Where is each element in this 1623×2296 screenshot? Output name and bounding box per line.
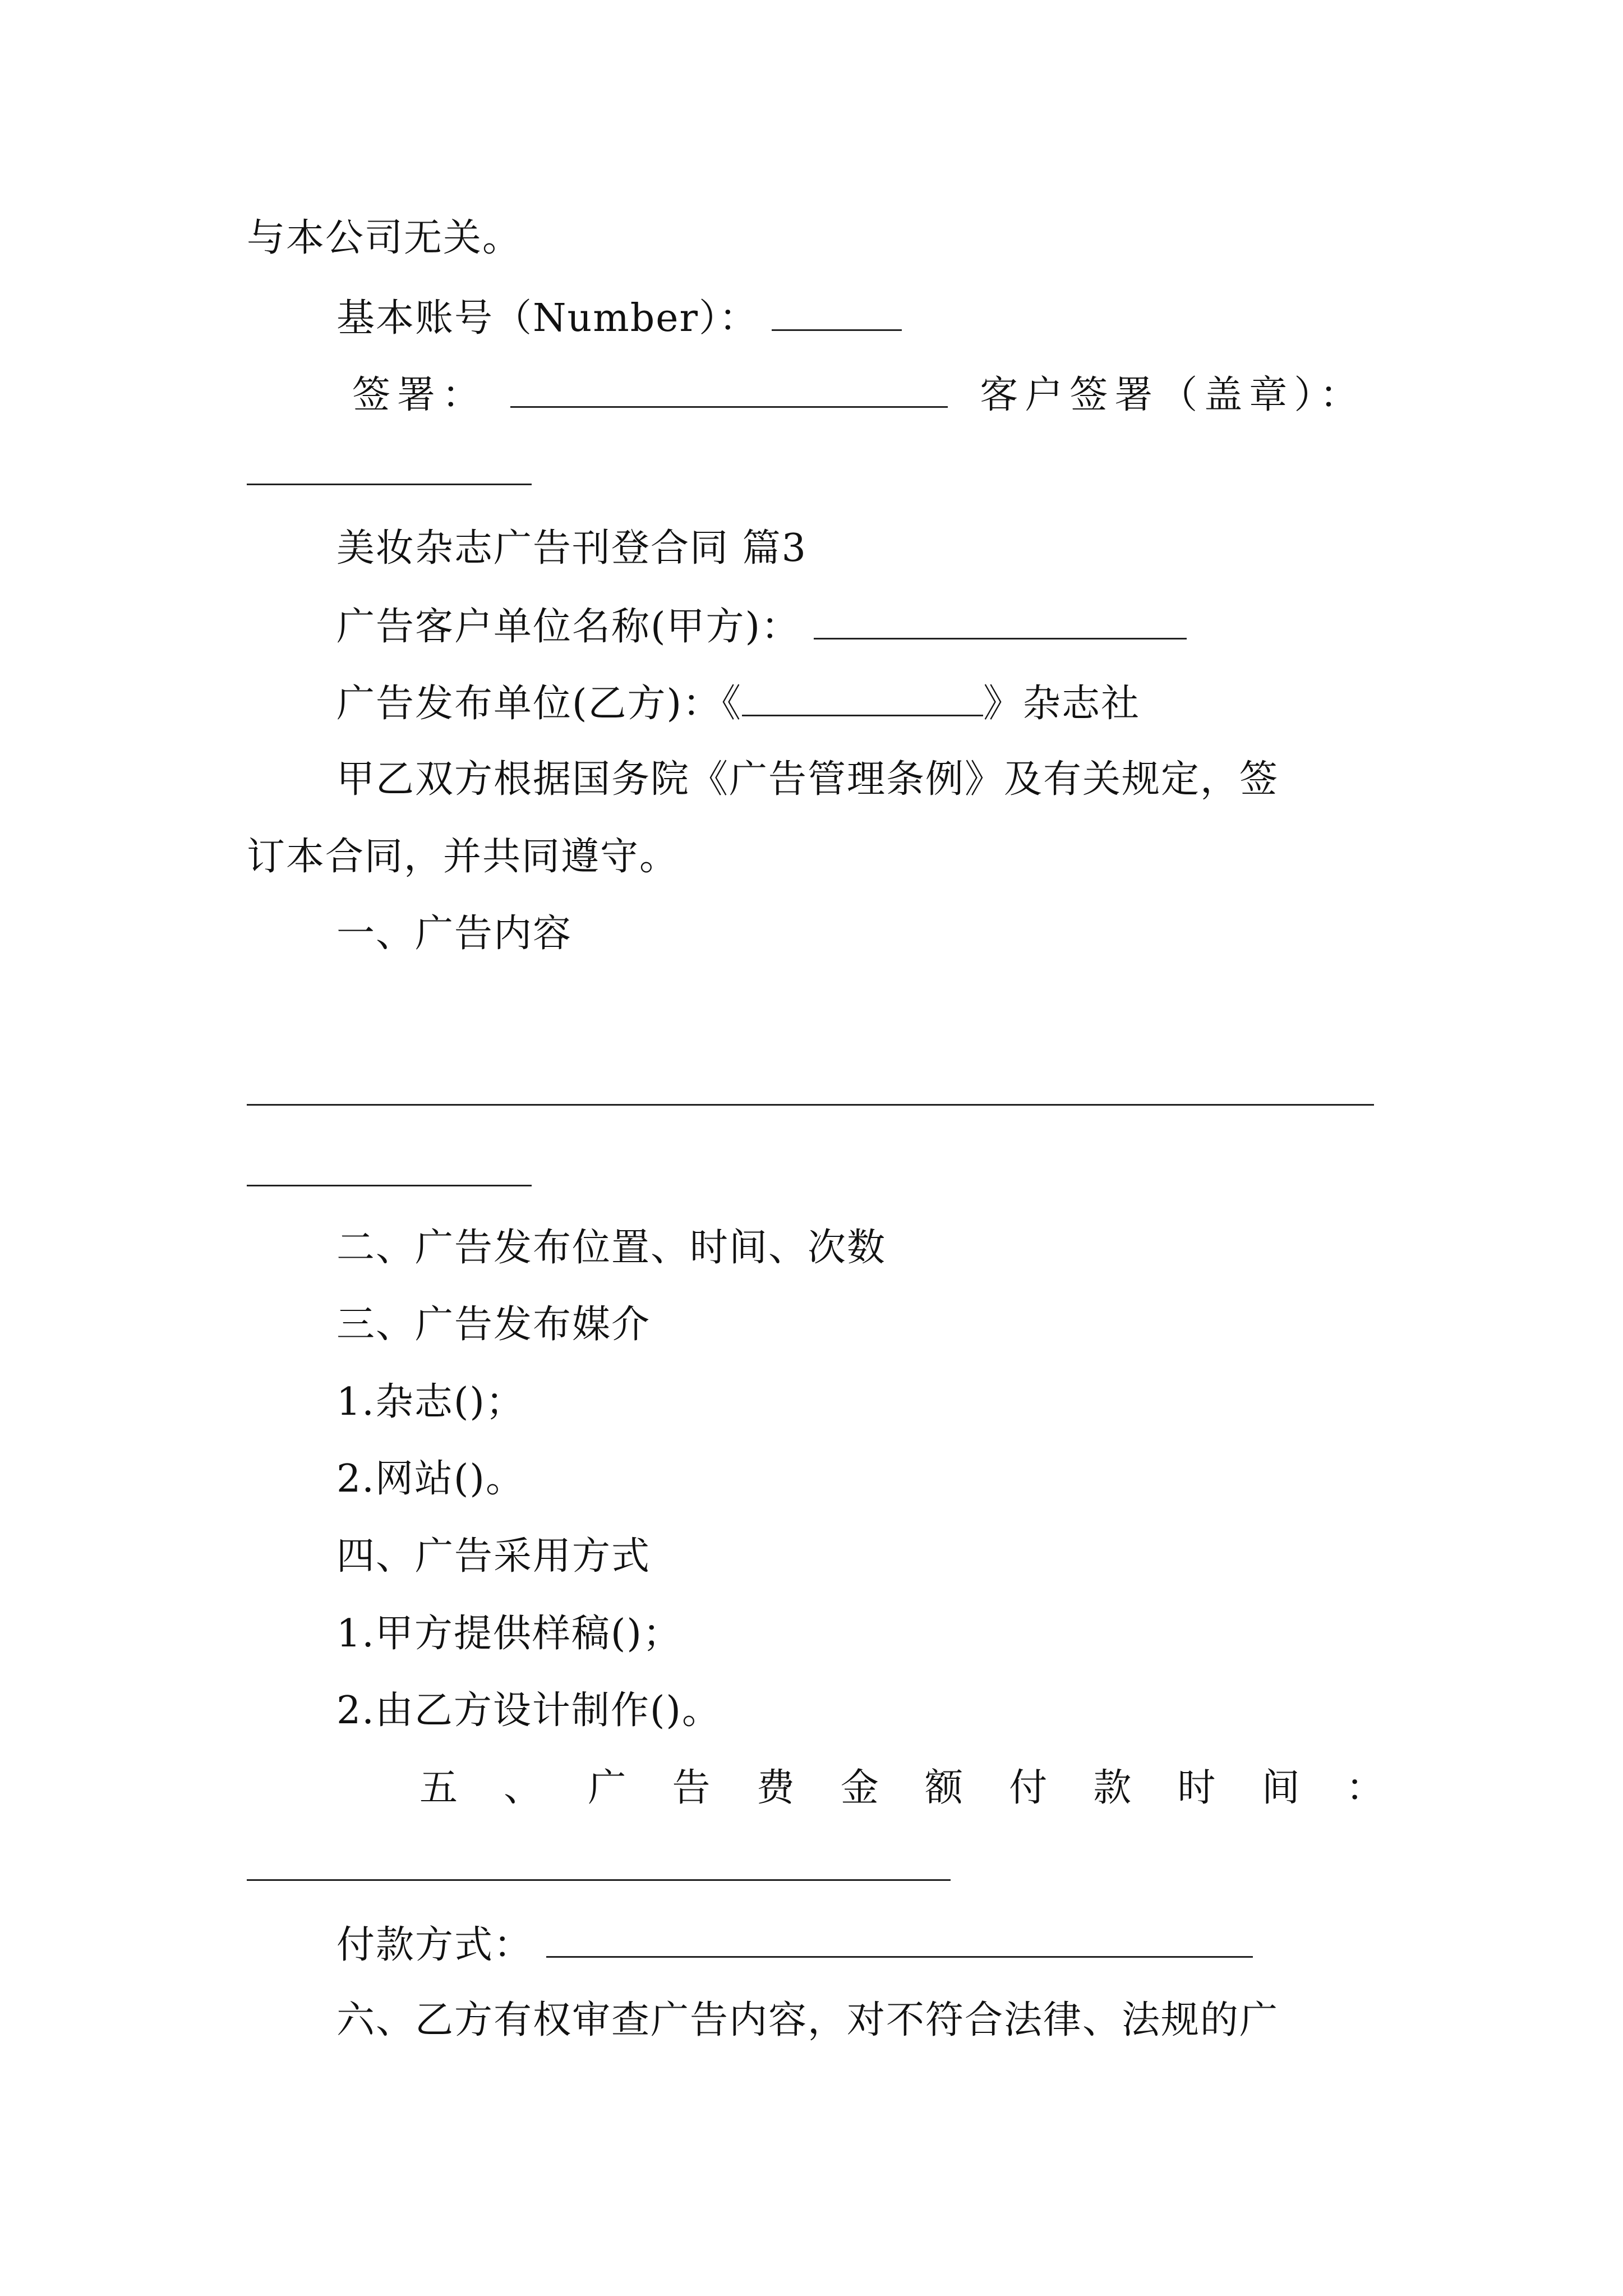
customer-sign-label: 客户签署（盖章）：: [980, 373, 1365, 417]
text-line-review-rights: 六、乙方有权审查广告内容，对不符合法律、法规的广: [336, 1998, 1279, 2042]
text-line-signatures: [352, 371, 1364, 418]
heading-fee-payment-time: [419, 1766, 1384, 1811]
fee-char: 金: [840, 1766, 879, 1810]
party-b-suffix: 》杂志社: [983, 682, 1141, 726]
fee-char: 额: [925, 1766, 963, 1810]
sign-blank[interactable]: [510, 371, 948, 408]
sign-label: 签署：: [352, 373, 487, 417]
account-number-label: 基本账号（Number）：: [336, 296, 759, 341]
text-line-party-a: [336, 603, 1187, 650]
heading-ad-position: 二、广告发布位置、时间、次数: [336, 1226, 887, 1270]
text-line-party-b: [336, 680, 1140, 726]
customer-sign-blank[interactable]: [247, 484, 532, 485]
heading-ad-media: 三、广告发布媒介: [336, 1303, 651, 1347]
fee-char: 广: [588, 1766, 626, 1810]
fee-char: 五: [419, 1766, 458, 1810]
fee-payment-time-blank[interactable]: [247, 1879, 951, 1881]
fee-char: ：: [1345, 1766, 1384, 1810]
fee-char: 费: [756, 1766, 795, 1810]
account-number-blank[interactable]: [772, 295, 902, 331]
fee-char: 告: [672, 1766, 711, 1810]
payment-method-label: 付款方式：: [336, 1923, 533, 1967]
fee-char: 付: [1009, 1766, 1048, 1810]
ad-content-blank-line-2[interactable]: [247, 1185, 532, 1186]
option-party-a-sample: 1.甲方提供样稿()；: [336, 1612, 682, 1656]
heading-ad-content: 一、广告内容: [336, 912, 573, 956]
ad-content-blank-line-1[interactable]: [247, 1104, 1374, 1106]
text-line-payment-method: [336, 1921, 1253, 1968]
fee-char: 、: [504, 1766, 542, 1810]
heading-ad-method: 四、广告采用方式: [336, 1534, 651, 1579]
text-line-account-number: [336, 295, 902, 341]
party-a-label: 广告客户单位名称(甲方)：: [336, 605, 801, 649]
fee-char: 间: [1261, 1766, 1300, 1810]
text-line-agreement-basis: 甲乙双方根据国务院《广告管理条例》及有关规定，签: [336, 757, 1279, 802]
party-b-label: 广告发布单位(乙方)：《: [336, 682, 743, 726]
option-website: 2.网站()。: [336, 1457, 525, 1501]
text-line-agreement-basis-cont: 订本合同，并共同遵守。: [247, 835, 679, 879]
option-magazine: 1.杂志()；: [336, 1380, 525, 1424]
text-line-company-disclaimer: 与本公司无关。: [247, 216, 522, 260]
section-title-contract-3: 美妆杂志广告刊登合同 篇3: [336, 526, 807, 570]
option-party-b-design: 2.由乙方设计制作()。: [336, 1688, 721, 1733]
fee-char: 时: [1177, 1766, 1216, 1810]
party-a-blank[interactable]: [814, 603, 1187, 639]
fee-char: 款: [1093, 1766, 1132, 1810]
payment-method-blank[interactable]: [546, 1921, 1253, 1958]
magazine-name-blank[interactable]: [742, 680, 983, 716]
